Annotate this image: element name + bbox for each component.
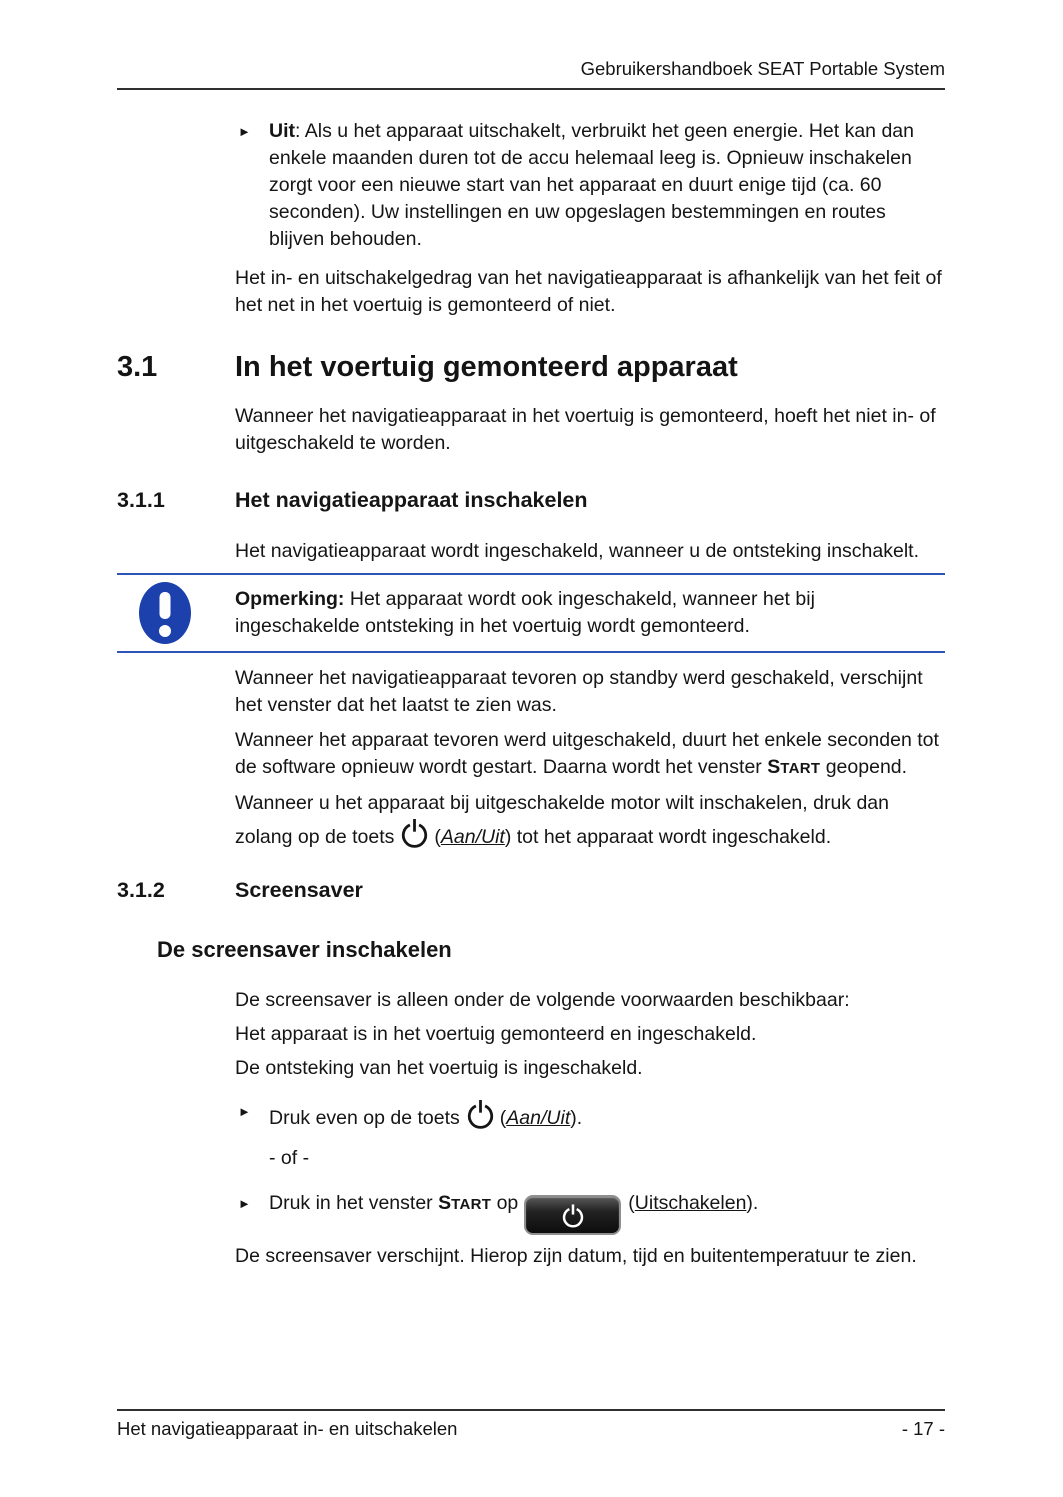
footer-page-number: - 17 - — [901, 1418, 945, 1439]
text-run: S — [438, 1192, 452, 1214]
footer-chapter-title: Het navigatieapparaat in- en uitschakelen — [117, 1418, 458, 1439]
paragraph-condition-1: Het apparaat is in het voertuig gemonteerd en ingeschakeld. — [235, 1023, 757, 1045]
power-icon — [400, 817, 429, 850]
text-run: ( — [628, 1192, 635, 1214]
bullet-triangle-icon: ► — [238, 124, 251, 139]
window-name-start — [438, 1192, 491, 1214]
section-number: 3.1.2 — [117, 878, 165, 902]
bullet-paragraph — [269, 118, 945, 253]
note-text: Het apparaat wordt ook ingeschakeld, wanneer het bij ingeschakelde ontsteking in het voertuig wordt gemonteerd. — [235, 588, 815, 637]
note-label: Opmerking: — [235, 588, 345, 610]
paragraph-mounted: Wanneer het navigatieapparaat in het voertuig is gemonteerd, hoeft het niet in- of uitgeschakeld te worden. — [235, 405, 936, 454]
power-icon — [466, 1098, 495, 1131]
text-run: Druk even op de toets — [269, 1107, 460, 1129]
text-run: Wanneer u het apparaat bij uitgeschakelde motor wilt inschakelen, druk dan zolang op de toets — [235, 792, 889, 848]
exclamation-bar — [160, 592, 171, 619]
paragraph-condition-2: De ontsteking van het voertuig is ingeschakeld. — [235, 1057, 643, 1079]
window-name-start — [767, 756, 820, 778]
list-item-press-key — [238, 1098, 945, 1132]
power-button-image — [524, 1195, 621, 1235]
header-title: Gebruikershandboek SEAT Portable System — [580, 58, 945, 79]
bullet-triangle-icon: ► — [238, 1196, 251, 1211]
note-exclamation-icon — [139, 582, 191, 644]
page-footer — [117, 1409, 945, 1441]
link-aan-uit[interactable]: Aan/Uit — [506, 1107, 571, 1129]
paragraph-standby: Wanneer het navigatieapparaat tevoren op standby werd geschakeld, verschijnt het venster dat het laatst te zien was. — [235, 667, 923, 716]
section-heading-3-1 — [117, 349, 945, 385]
text-run: Wanneer het apparaat tevoren werd uitgeschakeld, duurt het enkele seconden tot de software opnieuw wordt gestart. Daarna wordt het venster — [235, 729, 939, 778]
section-number: 3.1.1 — [117, 488, 165, 512]
text-run: TART — [451, 1196, 492, 1213]
note-paragraph — [235, 586, 945, 640]
link-aan-uit[interactable]: Aan/Uit — [440, 826, 505, 848]
bullet-paragraph — [269, 1190, 945, 1235]
text-run: S — [767, 756, 781, 778]
paragraph-switch-behaviour: Het in- en uitschakelgedrag van het navigatieapparaat is afhankelijk van het feit of het net in het voertuig is gemonteerd of niet. — [235, 267, 942, 316]
power-icon — [561, 1203, 585, 1229]
paragraph-ignition: Het navigatieapparaat wordt ingeschakeld, wanneer u de ontsteking inschakelt. — [235, 540, 920, 562]
note-box — [117, 573, 945, 653]
list-item-press-start-window — [238, 1190, 945, 1235]
section-heading-3-1-2 — [117, 877, 945, 904]
text-run: ) tot het apparaat wordt ingeschakeld. — [504, 826, 832, 848]
text-run: ). — [570, 1107, 583, 1129]
paragraph-power-on — [235, 790, 945, 851]
text-run: geopend. — [820, 756, 908, 778]
link-uitschakelen[interactable]: Uitschakelen — [634, 1192, 747, 1214]
text-run: TART — [780, 760, 821, 777]
list-item-uit — [238, 118, 945, 253]
text-run: ). — [746, 1192, 759, 1214]
paragraph-restart — [235, 727, 945, 782]
bullet-paragraph — [269, 1098, 945, 1132]
exclamation-dot — [159, 625, 171, 637]
section-heading-3-1-1 — [117, 487, 945, 514]
text-run: op — [491, 1192, 519, 1214]
text-run: ( — [499, 1107, 507, 1129]
section-title: Het navigatieapparaat inschakelen — [235, 488, 588, 512]
term-uit: Uit — [269, 120, 295, 142]
bullet-triangle-icon: ► — [238, 1104, 251, 1119]
subsection-heading-screensaver: De screensaver inschakelen — [157, 937, 452, 962]
text-run: ( — [434, 826, 441, 848]
bullet-text: : Als u het apparaat uitschakelt, verbruikt het geen energie. Het kan dan enkele maanden duren tot de accu helemaal leeg is. Opnieuw inschakelen zorgt voor een nieuwe start van het apparaat en duurt enige tijd (ca. 60 seconden). Uw instellingen en uw opgeslagen bestemmingen en routes blijven behouden. — [269, 120, 914, 250]
paragraph-screensaver-shows: De screensaver verschijnt. Hierop zijn datum, tijd en buitentemperatuur te zien. — [235, 1245, 917, 1267]
section-title: Screensaver — [235, 878, 363, 902]
text-run: Druk in het venster — [269, 1192, 439, 1214]
section-number: 3.1 — [117, 351, 158, 383]
section-title: In het voertuig gemonteerd apparaat — [235, 351, 738, 383]
or-separator: - of - — [269, 1147, 310, 1169]
paragraph-conditions: De screensaver is alleen onder de volgende voorwaarden beschikbaar: — [235, 989, 850, 1011]
page-header — [117, 58, 945, 90]
